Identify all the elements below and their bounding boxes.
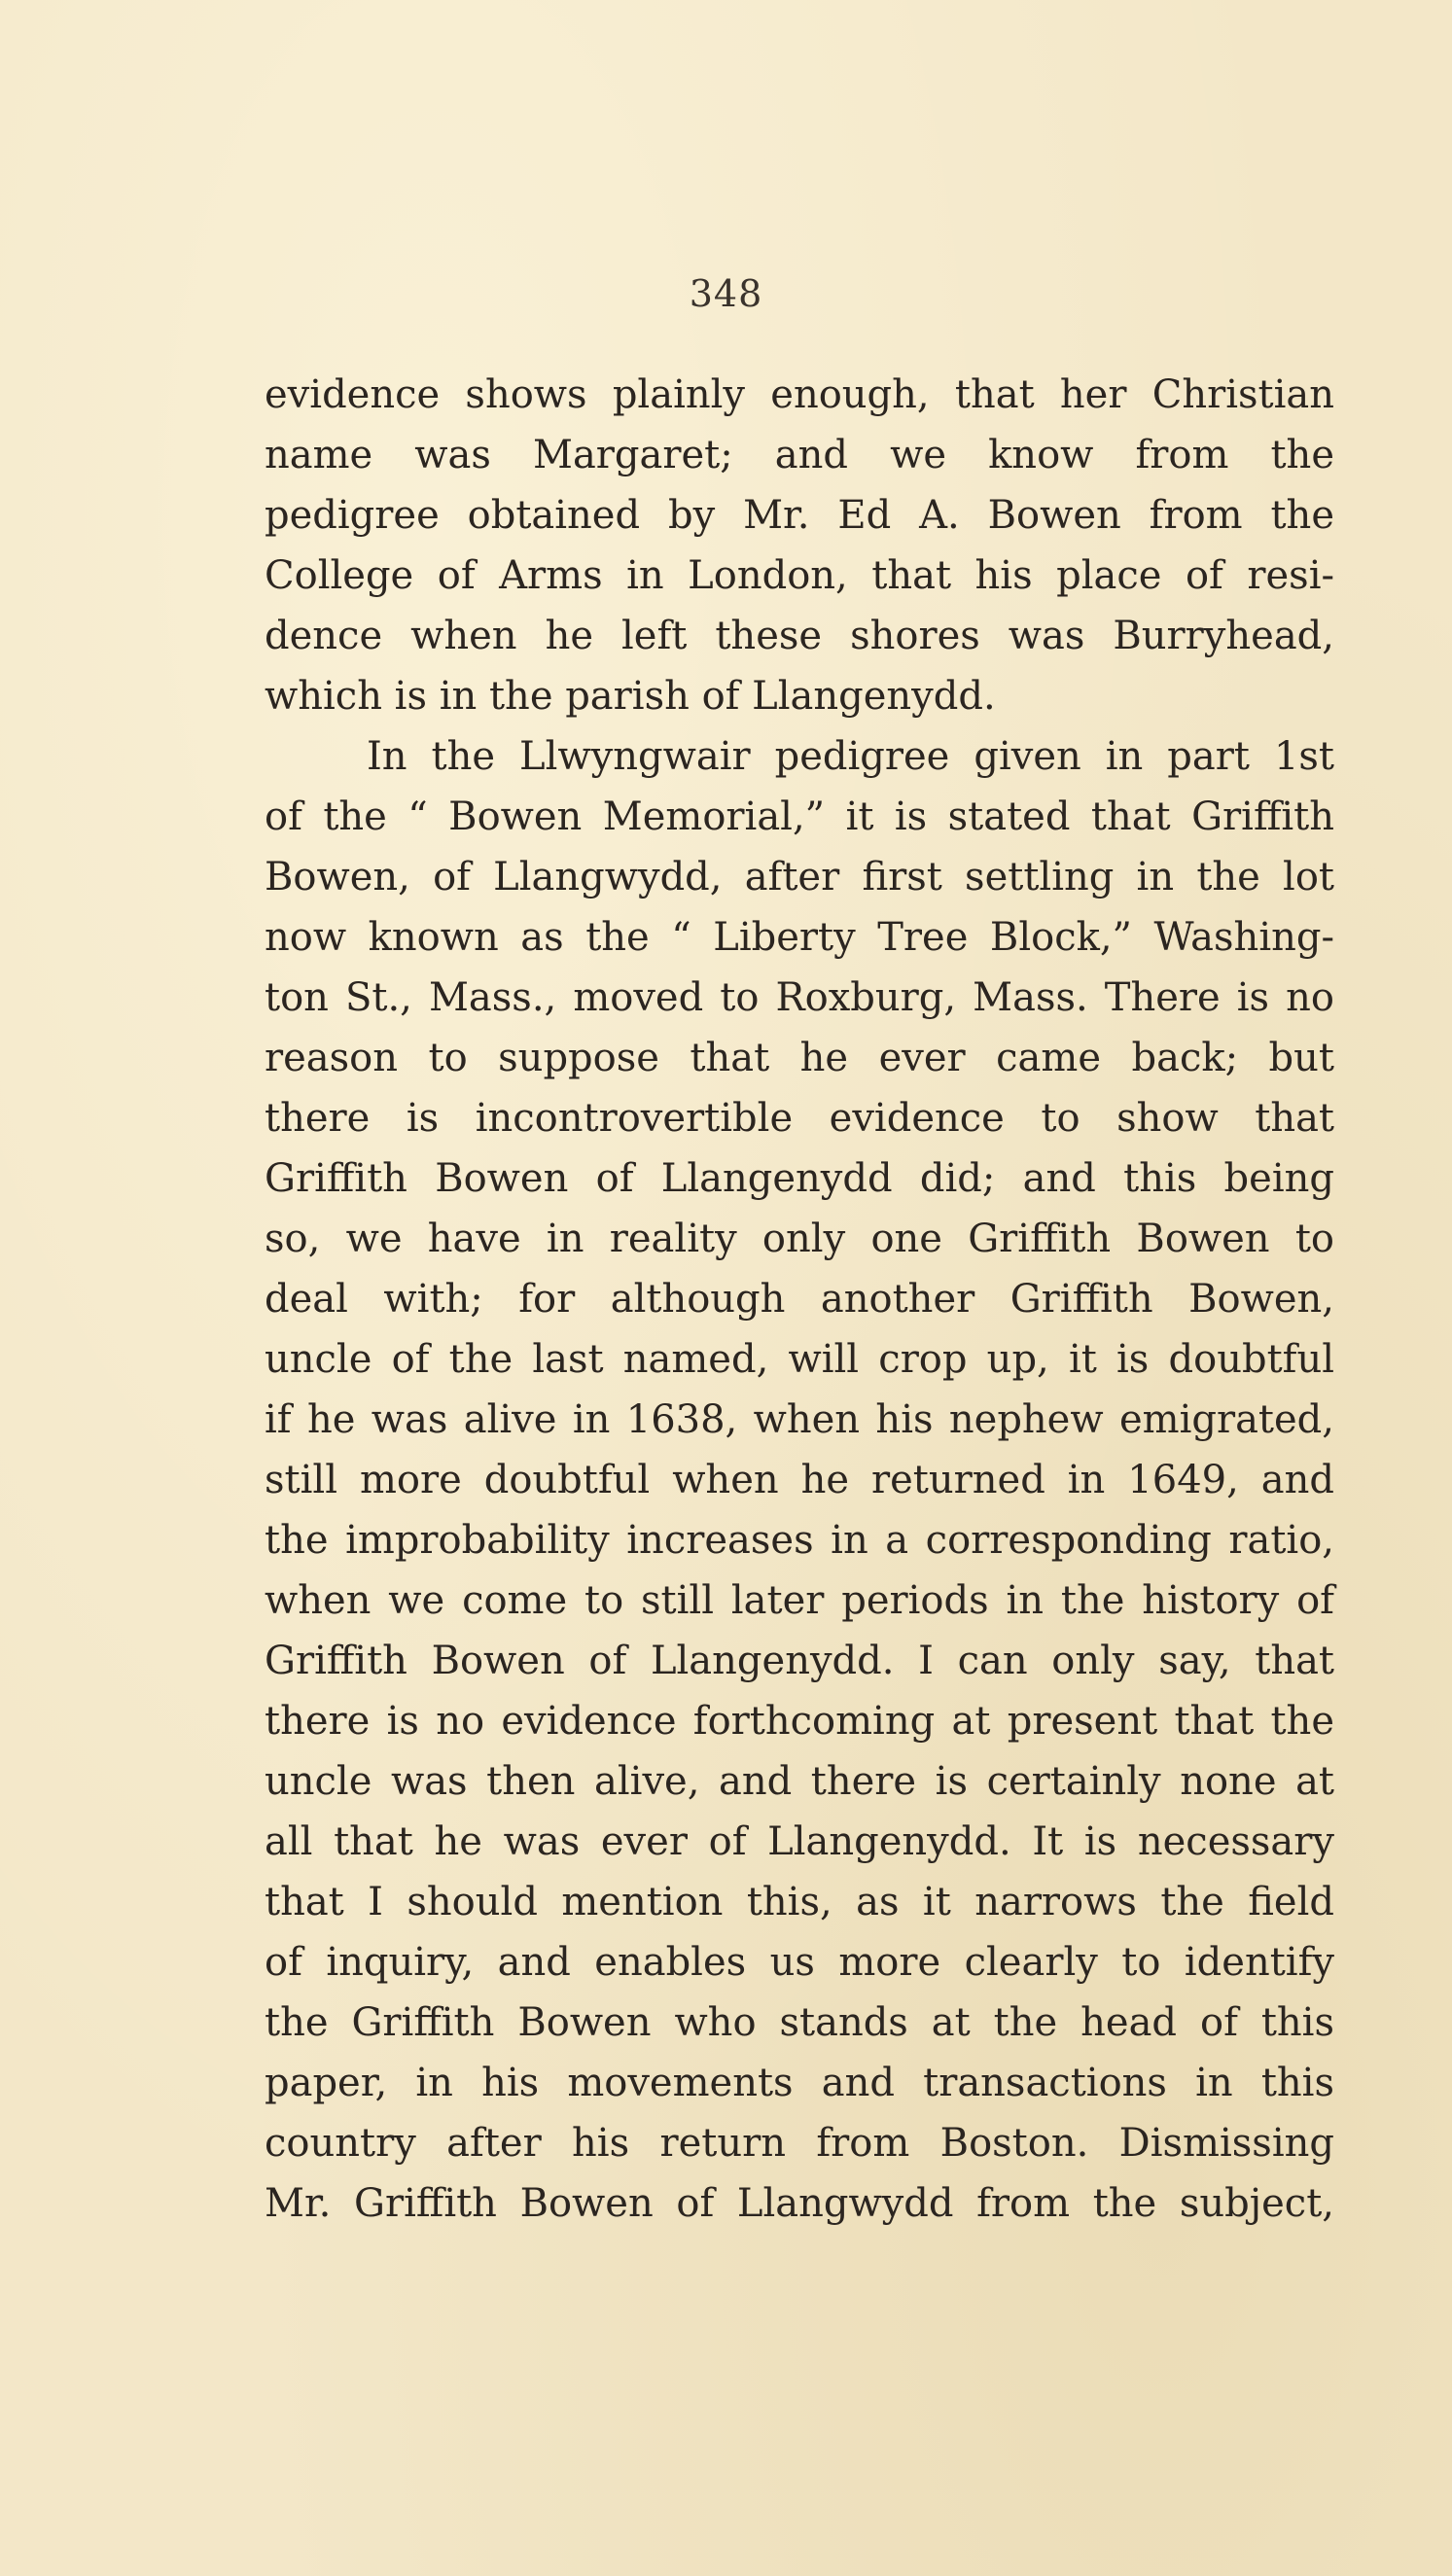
text-line: the Griffith Bowen who stands at the head of this [265, 2000, 1334, 2045]
text-line: Griffith Bowen of Llangenydd. I can only say, that [265, 1639, 1334, 1683]
text-line: name was Margaret; and we know from the [265, 433, 1334, 477]
text-line: uncle of the last named, will crop up, it is doubtful [265, 1337, 1334, 1382]
text-line: there is incontrovertible evidence to show that [265, 1096, 1334, 1141]
text-line: country after his return from Boston. Dismissing [265, 2121, 1334, 2166]
text-line: of the “ Bowen Memorial,” it is stated that Griffith [265, 794, 1334, 839]
text-line: that I should mention this, as it narrows the field [265, 1880, 1334, 1924]
body-text [265, 365, 1334, 2234]
text-line: evidence shows plainly enough, that her Christian [265, 372, 1334, 417]
text-line: the improbability increases in a corresponding ratio, [265, 1518, 1334, 1563]
text-line: College of Arms in London, that his place of resi- [265, 553, 1334, 598]
text-line: if he was alive in 1638, when his nephew emigrated, [265, 1397, 1334, 1442]
text-line: still more doubtful when he returned in 1649, and [265, 1458, 1334, 1502]
text-line: In the Llwyngwair pedigree given in part 1st [367, 734, 1334, 779]
text-line: paper, in his movements and transactions in this [265, 2061, 1334, 2105]
text-line: Mr. Griffith Bowen of Llangwydd from the subject, [265, 2181, 1334, 2226]
text-line: which is in the parish of Llangenydd. [265, 674, 996, 719]
text-line: of inquiry, and enables us more clearly to identify [265, 1940, 1334, 1985]
text-line: so, we have in reality only one Griffith Bowen to [265, 1217, 1334, 1261]
text-line: dence when he left these shores was Burryhead, [265, 614, 1334, 658]
text-line: Griffith Bowen of Llangenydd did; and this being [265, 1156, 1334, 1201]
text-line: pedigree obtained by Mr. Ed A. Bowen from the [265, 493, 1334, 538]
text-line: deal with; for although another Griffith Bowen, [265, 1277, 1334, 1322]
text-line: when we come to still later periods in the history of [265, 1578, 1334, 1623]
page-number: 348 [689, 272, 763, 315]
text-line: reason to suppose that he ever came back; but [265, 1036, 1334, 1080]
text-line: there is no evidence forthcoming at present that the [265, 1699, 1334, 1744]
text-line: Bowen, of Llangwydd, after first settling in the lot [265, 855, 1334, 900]
text-line: all that he was ever of Llangenydd. It is necessary [265, 1819, 1334, 1864]
text-line: now known as the “ Liberty Tree Block,” Washing- [265, 915, 1334, 960]
text-line: ton St., Mass., moved to Roxburg, Mass. There is no [265, 975, 1334, 1020]
text-line: uncle was then alive, and there is certainly none at [265, 1759, 1334, 1804]
